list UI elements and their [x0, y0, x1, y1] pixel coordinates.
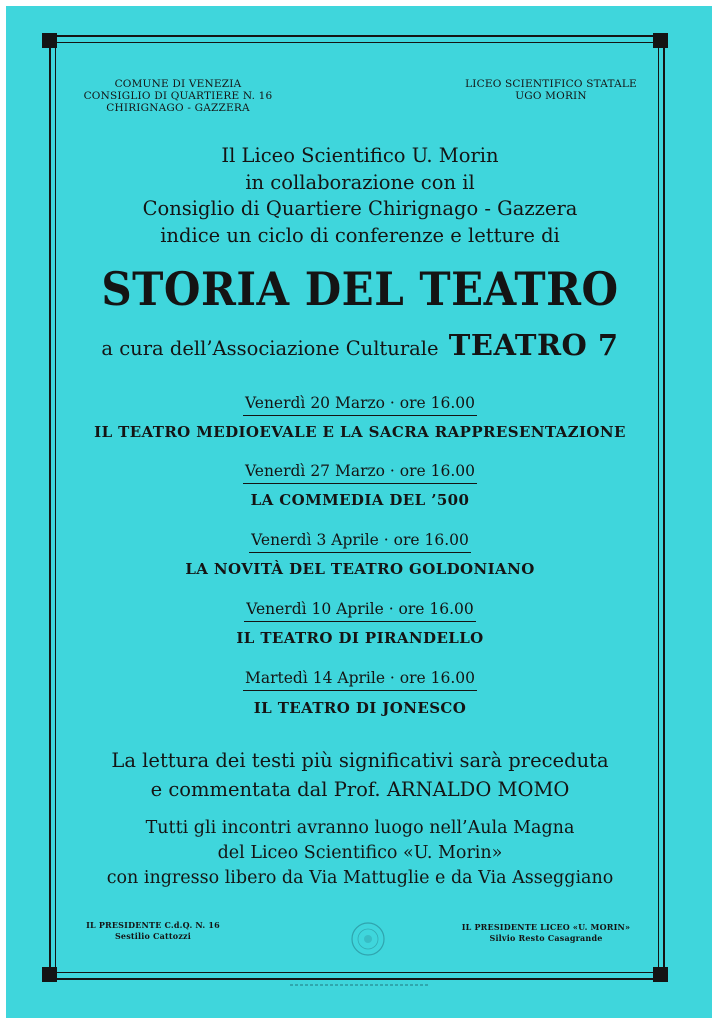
header-left-line: COMUNE DI VENEZIA: [114, 78, 242, 90]
header-right-line: LICEO SCIENTIFICO STATALE: [465, 78, 637, 90]
corner-top-right: [653, 33, 668, 48]
event-date-text: Martedì 14 Aprile · ore 16.00: [243, 667, 477, 691]
venue-note: [60, 816, 660, 891]
curator-name: TEATRO 7: [448, 328, 619, 362]
curator-prefix: a cura dell’Associazione Culturale: [101, 337, 439, 360]
signature-left: [78, 920, 228, 942]
signature-name: Silvio Resto Casagrande: [489, 933, 603, 943]
intro-line: Consiglio di Quartiere Chirignago - Gazzera: [142, 197, 578, 220]
venue-line: Tutti gli incontri avranno luogo nell’Aula Magna: [145, 818, 575, 838]
printer-mark: [250, 983, 470, 987]
header-liceo: [456, 78, 646, 102]
curator-line: [60, 330, 660, 364]
venue-line: del Liceo Scientifico «U. Morin»: [217, 843, 503, 863]
intro-text: [60, 143, 660, 249]
event-title: IL TEATRO DI JONESCO: [253, 699, 467, 717]
event-date: [60, 392, 660, 416]
signature-role: IL PRESIDENTE LICEO «U. MORIN»: [461, 922, 631, 932]
circular-stamp-icon: [350, 921, 386, 957]
intro-line: indice un ciclo di conferenze e letture di: [160, 223, 560, 247]
reading-line: e commentata dal Prof. ARNALDO MOMO: [150, 778, 570, 801]
corner-bottom-left: [42, 967, 57, 982]
event-date: [60, 529, 660, 553]
header-right-line: UGO MORIN: [515, 90, 587, 102]
signature-role: IL PRESIDENTE C.d.Q. N. 16: [86, 920, 220, 930]
event-date-text: Venerdì 20 Marzo · ore 16.00: [243, 392, 477, 416]
reading-line: La lettura dei testi più significativi sarà preceduta: [111, 749, 609, 772]
intro-line: in collaborazione con il: [245, 170, 475, 194]
event-date: [60, 460, 660, 484]
event-date-text: Venerdì 10 Aprile · ore 16.00: [244, 598, 476, 622]
corner-bottom-right: [653, 967, 668, 982]
event-title: LA NOVITÀ DEL TEATRO GOLDONIANO: [185, 560, 535, 578]
reading-note: [60, 746, 660, 804]
venue-line: con ingresso libero da Via Mattuglie e da Via Asseggiano: [106, 868, 614, 888]
event-date: [60, 667, 660, 691]
event-date-text: Venerdì 27 Marzo · ore 16.00: [243, 460, 477, 484]
intro-line: Il Liceo Scientifico U. Morin: [221, 144, 499, 167]
header-left-line: CHIRIGNAGO - GAZZERA: [106, 102, 250, 114]
event-date-text: Venerdì 3 Aprile · ore 16.00: [249, 529, 471, 553]
signature-right: [452, 922, 640, 944]
event-title: IL TEATRO DI PIRANDELLO: [236, 629, 484, 647]
corner-top-left: [42, 33, 57, 48]
event-date: [60, 598, 660, 622]
main-title: STORIA DEL TEATRO: [101, 263, 619, 316]
signature-name: Sestilio Cattozzi: [114, 931, 192, 941]
event-title: IL TEATRO MEDIOEVALE E LA SACRA RAPPRESENTAZIONE: [94, 423, 626, 441]
header-left-line: CONSIGLIO DI QUARTIERE N. 16: [83, 90, 273, 102]
header-comune: [78, 78, 278, 114]
event-title: LA COMMEDIA DEL ’500: [250, 491, 470, 509]
